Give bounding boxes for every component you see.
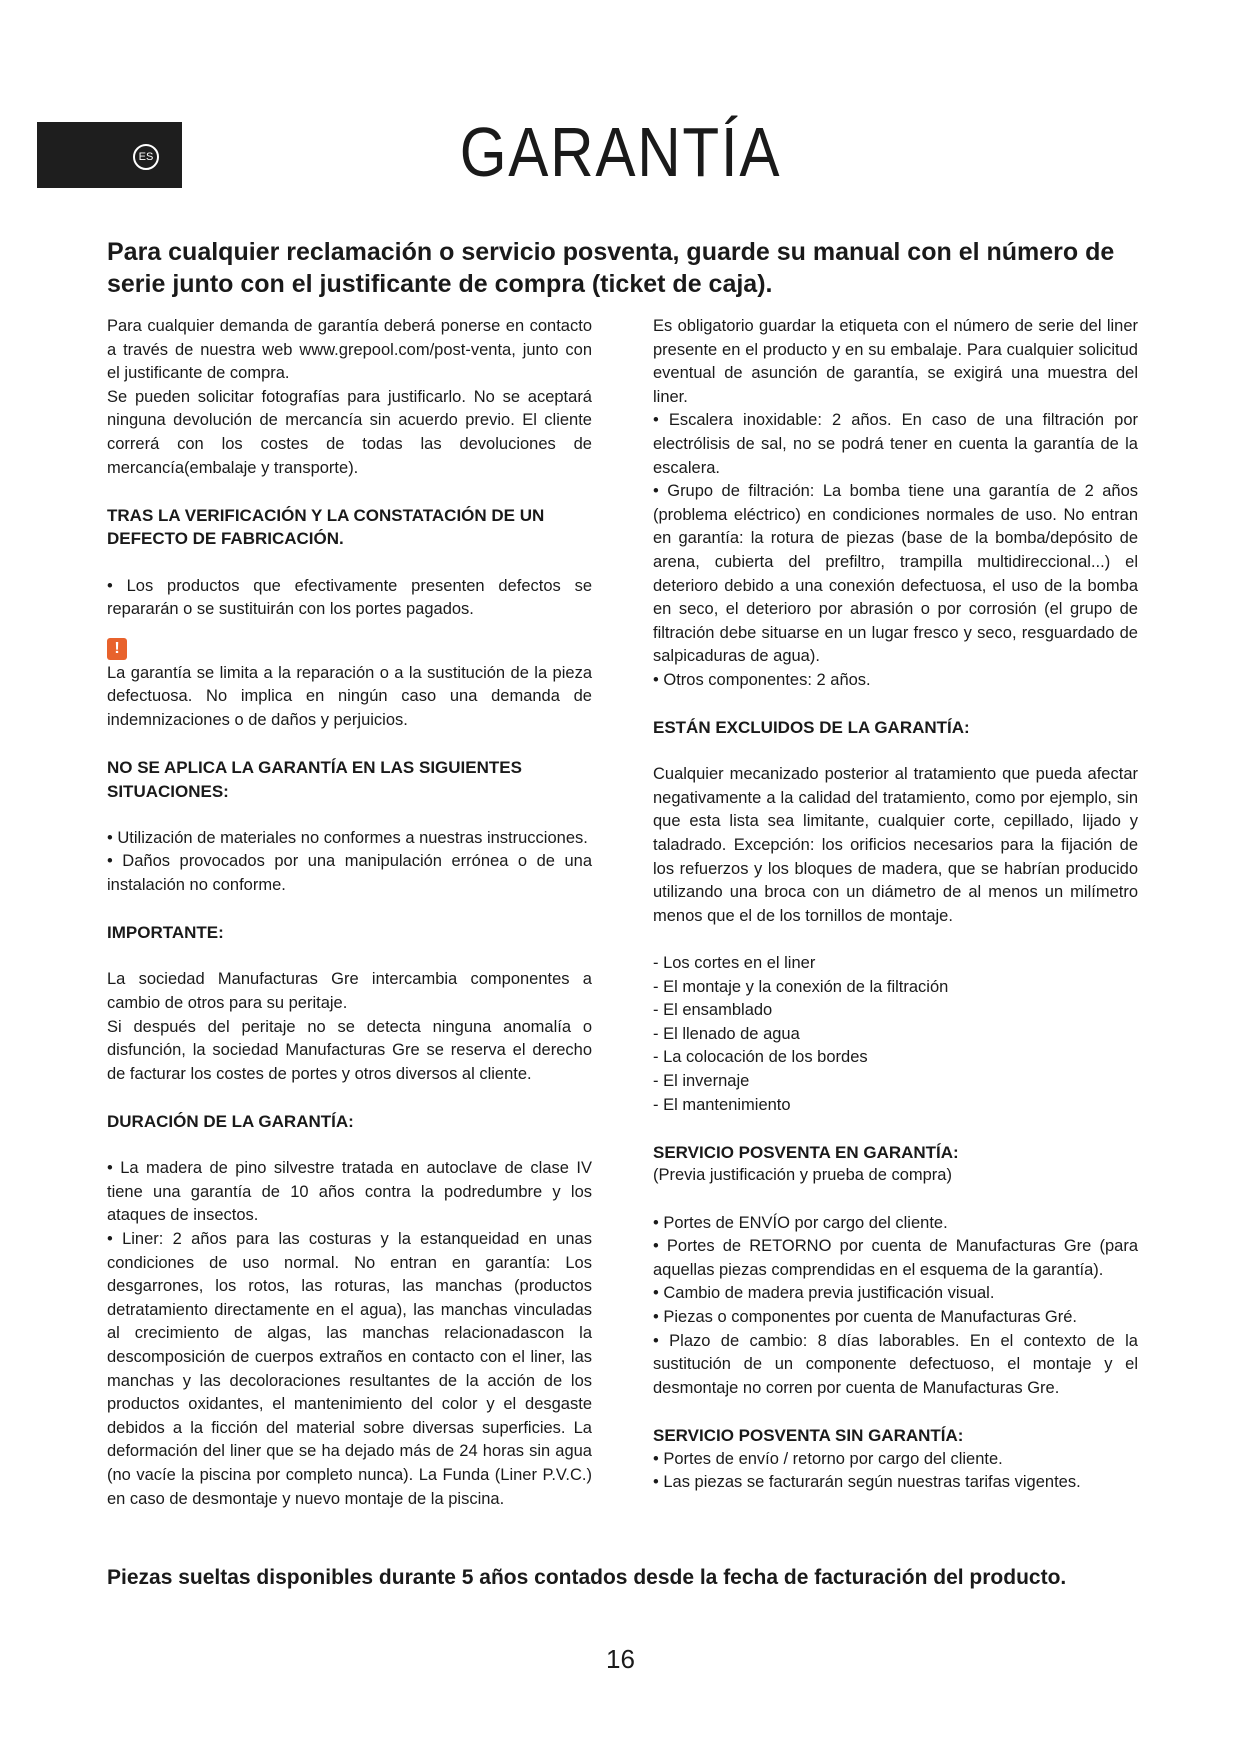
excluded-paragraph: Cualquier mecanizado posterior al tratamiento que pueda afectar negativamente a la calidad del tratamiento, como por ejemplo, sin que esta lista sea limitante, cualquier corte, cepillado, lijado y taladrado. Excepción: los orificios necesarios para la fijación de los refuerzos y los bloques de madera, que se habrían producido utilizando una broca con un diámetro de al menos un milímetro menos que el de los tornillos de montaje.	[653, 765, 1138, 925]
important-paragraph: Si después del peritaje no se detecta ninguna anomalía o disfunción, la sociedad Manufacturas Gre se reserva el derecho de facturar los costes de portes y otros diversos al cliente.	[107, 1017, 592, 1083]
spare-parts-note: Piezas sueltas disponibles durante 5 años contados desde la fecha de facturación del producto.	[107, 1566, 1067, 1589]
list-item: • Plazo de cambio: 8 días laborables. En el contexto de la sustitución de un componente defectuoso, el montaje y el desmontaje no corren por cuenta de Manufacturas Gre.	[653, 1331, 1138, 1397]
duration-item: • Liner: 2 años para las costuras y la estanqueidad en unas condiciones de uso normal. No entran en garantía: Los desgarrones, los rotos, las roturas, las manchas (productos detratamiento directamente en el agua), las manchas vinculadas al crecimiento de algas, las manchas relacionadascon la descomposición de cuerpos extraños en contacto con el liner, las manchas y las decoloraciones resultantes de la acción de los productos oxidantes, el mantenimiento del color y el desgaste debidos a la ficción del material sobre diversas superficies. La deformación del liner que se ha dejado más de 24 horas sin agua (no vacíe la piscina por completo nunca). La Funda (Liner P.V.C.) en caso de desmontaje y nuevo montaje de la piscina.	[107, 1229, 592, 1508]
warranty-item: • Otros componentes: 2 años.	[653, 670, 871, 689]
list-item: - El montaje y la conexión de la filtración	[653, 977, 949, 996]
service-no-warranty-heading: SERVICIO POSVENTA SIN GARANTÍA:	[653, 1425, 964, 1445]
service-warranty-subtitle: (Previa justificación y prueba de compra)	[653, 1166, 952, 1185]
contact-paragraph: Para cualquier demanda de garantía deberá ponerse en contacto a través de nuestra web www.grepool.com/post-venta, junto con el justificante de compra.	[107, 317, 592, 383]
list-item: • Piezas o componentes por cuenta de Manufacturas Gré.	[653, 1307, 1078, 1326]
warranty-item: • Grupo de filtración: La bomba tiene una garantía de 2 años (problema eléctrico) en condiciones normales de uso. No entran en garantía: la rotura de piezas (base de la bomba/depósito de arena, cubierta del prefiltro, trampilla multidireccional...) el deterioro debido a una conexión defectuosa, el uso de la bomba en seco, el deterioro por abrasión o por corrosión (el grupo de filtración debe situarse en un lugar fresco y seco, resguardado de salpicaduras de agua).	[653, 482, 1138, 666]
service-warranty-heading: SERVICIO POSVENTA EN GARANTÍA:	[653, 1142, 959, 1162]
defect-item: • Los productos que efectivamente presenten defectos se repararán o se sustituirán con los portes pagados.	[107, 576, 592, 619]
list-item: - El invernaje	[653, 1072, 750, 1090]
list-item: • Las piezas se facturarán según nuestras tarifas vigentes.	[653, 1473, 1081, 1492]
not-applicable-item: • Utilización de materiales no conformes a nuestras instrucciones.	[107, 828, 588, 847]
list-item: - La colocación de los bordes	[653, 1048, 868, 1067]
not-applicable-item: • Daños provocados por una manipulación errónea o de una instalación no conforme.	[107, 852, 592, 895]
defect-heading: TRAS LA VERIFICACIÓN Y LA CONSTATACIÓN DE UN DEFECTO DE FABRICACIÓN.	[107, 505, 545, 549]
list-item: - El mantenimiento	[653, 1095, 791, 1114]
intro-heading: Para cualquier reclamación o servicio posventa, guarde su manual con el número de serie junto con el justificante de compra (ticket de caja).	[107, 238, 1115, 298]
duration-heading: DURACIÓN DE LA GARANTÍA:	[107, 1112, 354, 1131]
list-item: • Portes de envío / retorno por cargo del cliente.	[653, 1449, 1003, 1468]
important-paragraph: La sociedad Manufacturas Gre intercambia componentes a cambio de otros para su peritaje.	[107, 970, 592, 1013]
left-column	[107, 315, 592, 1511]
warning-icon: !	[107, 638, 127, 660]
list-item: - El llenado de agua	[653, 1024, 800, 1043]
important-heading: IMPORTANTE:	[107, 923, 224, 943]
returns-paragraph: Se pueden solicitar fotografías para justificarlo. No se aceptará ninguna devolución de mercancía sin acuerdo previo. El cliente correrá con los costes de todas las devoluciones de mercancía(embalaje y transporte).	[107, 387, 592, 477]
list-item: • Portes de ENVÍO por cargo del cliente.	[653, 1213, 948, 1232]
duration-item: • La madera de pino silvestre tratada en autoclave de clase IV tiene una garantía de 10 años contra la podredumbre y los ataques de insectos.	[107, 1159, 592, 1225]
list-item: • Cambio de madera previa justificación visual.	[653, 1284, 995, 1303]
right-column	[653, 315, 1138, 1495]
page-number: 16	[606, 1644, 635, 1674]
page-title: GARANTÍA	[459, 113, 782, 191]
not-applicable-heading: NO SE APLICA LA GARANTÍA EN LAS SIGUIENTES SITUACIONES:	[107, 758, 522, 801]
limit-paragraph: La garantía se limita a la reparación o a la sustitución de la pieza defectuosa. No implica en ningún caso una demanda de indemnizaciones o de daños y perjuicios.	[107, 663, 592, 729]
language-badge: ES	[133, 144, 159, 170]
list-item: - El ensamblado	[653, 1001, 773, 1020]
serial-label-paragraph: Es obligatorio guardar la etiqueta con el número de serie del liner presente en el producto y en su embalaje. Para cualquier solicitud eventual de asunción de garantía, se exigirá una muestra del liner.	[653, 317, 1138, 406]
list-item: - Los cortes en el liner	[653, 954, 816, 973]
list-item: • Portes de RETORNO por cuenta de Manufacturas Gre (para aquellas piezas comprendidas en el esquema de la garantía).	[653, 1237, 1138, 1279]
excluded-heading: ESTÁN EXCLUIDOS DE LA GARANTÍA:	[653, 718, 970, 738]
warranty-item: • Escalera inoxidable: 2 años. En caso de una filtración por electrólisis de sal, no se podrá tener en cuenta la garantía de la escalera.	[653, 411, 1138, 477]
